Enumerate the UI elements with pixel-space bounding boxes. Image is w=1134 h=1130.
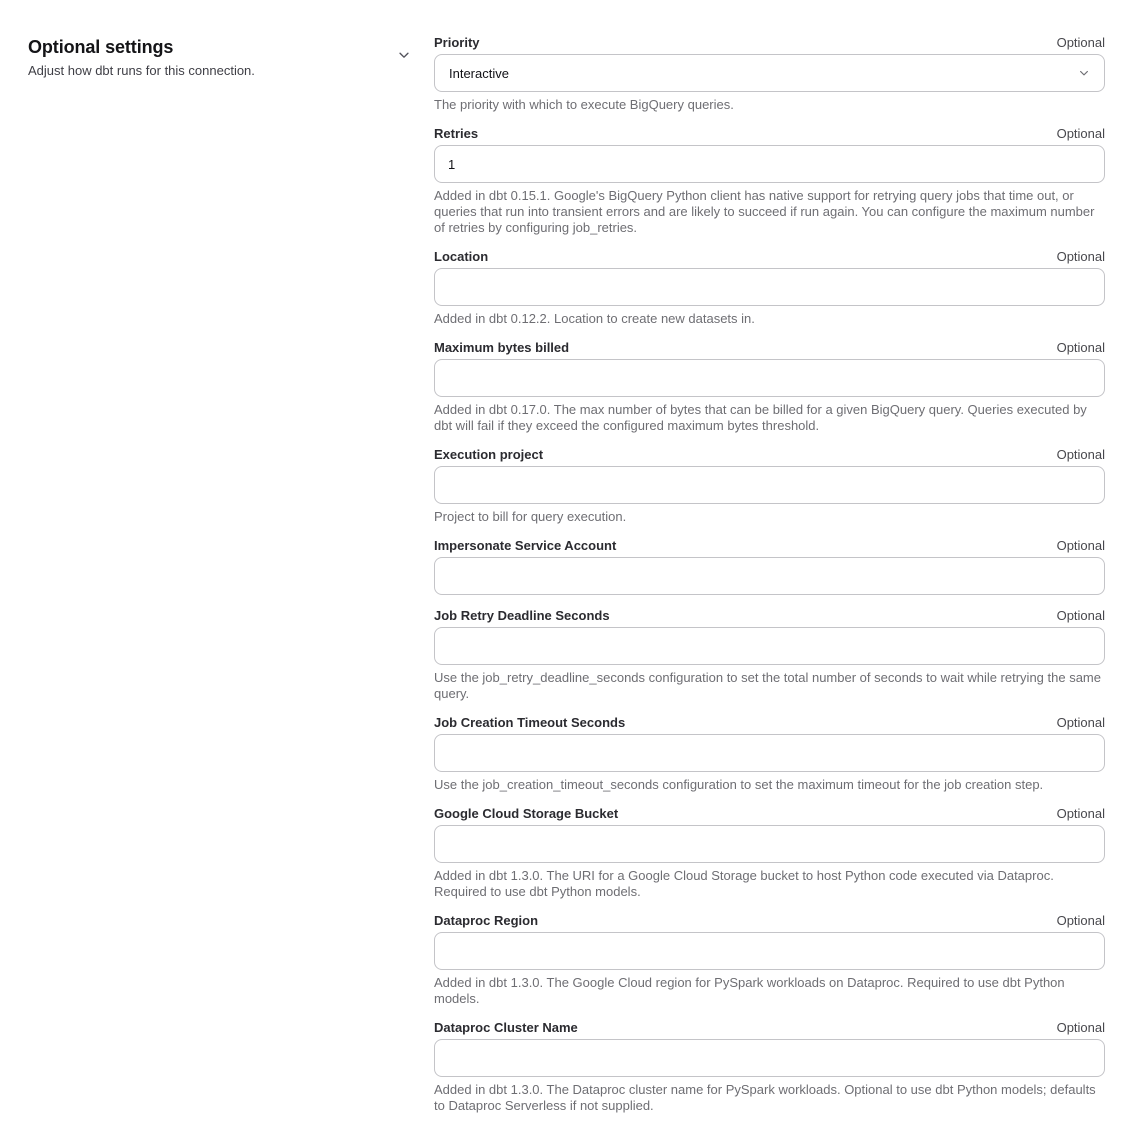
optional-badge: Optional: [1056, 608, 1105, 623]
field-header: [434, 126, 1105, 142]
field-header: [434, 447, 1105, 463]
field-label: Job Retry Deadline Seconds: [434, 608, 610, 623]
field-input[interactable]: [434, 145, 1105, 183]
field-group: [434, 447, 1105, 525]
field-group: [434, 715, 1105, 793]
field-group: [434, 340, 1105, 434]
field-input[interactable]: [434, 466, 1105, 504]
field-input[interactable]: [434, 1039, 1105, 1077]
field-label: Retries: [434, 126, 479, 141]
field-help-text: Added in dbt 0.17.0. The max number of bytes that can be billed for a given BigQuery query. Queries executed by dbt will fail if they exceed the configured maximum bytes threshold.: [434, 402, 1087, 433]
field-header: [434, 806, 1105, 822]
field-help-text: The priority with which to execute BigQuery queries.: [434, 97, 734, 112]
optional-badge: Optional: [1056, 340, 1105, 355]
field-group: [434, 913, 1105, 1007]
field-header: [434, 340, 1105, 356]
field-input[interactable]: [434, 825, 1105, 863]
field-group: [434, 608, 1105, 702]
chevron-down-icon: [1078, 67, 1090, 79]
field-label: Google Cloud Storage Bucket: [434, 806, 619, 821]
field-input[interactable]: [434, 557, 1105, 595]
field-label: Job Creation Timeout Seconds: [434, 715, 626, 730]
field-header: [434, 913, 1105, 929]
select-value: Interactive: [449, 65, 509, 81]
field-input[interactable]: [434, 627, 1105, 665]
optional-badge: Optional: [1056, 249, 1105, 264]
optional-badge: Optional: [1056, 126, 1105, 141]
field-header: [434, 1020, 1105, 1036]
optional-badge: Optional: [1056, 35, 1105, 50]
field-label: Dataproc Region: [434, 913, 539, 928]
field-help-text: Added in dbt 1.3.0. The Google Cloud region for PySpark workloads on Dataproc. Required to use dbt Python models.: [434, 975, 1065, 1006]
field-label: Execution project: [434, 447, 544, 462]
field-help-text: Added in dbt 1.3.0. The URI for a Google Cloud Storage bucket to host Python code executed via Dataproc. Required to use dbt Python models.: [434, 868, 1054, 899]
field-help-text: Project to bill for query execution.: [434, 509, 627, 524]
field-header: [434, 608, 1105, 624]
field-header: [434, 35, 1105, 51]
field-help-text: Added in dbt 1.3.0. The Dataproc cluster name for PySpark workloads. Optional to use dbt Python models; defaults to Dataproc Serverless if not supplied.: [434, 1082, 1096, 1113]
field-label: Location: [434, 249, 489, 264]
optional-badge: Optional: [1056, 538, 1105, 553]
field-group: [434, 35, 1105, 113]
field-input[interactable]: [434, 734, 1105, 772]
form-column: [434, 35, 1105, 1127]
optional-badge: Optional: [1056, 806, 1105, 821]
field-label: Maximum bytes billed: [434, 340, 570, 355]
field-input[interactable]: [434, 359, 1105, 397]
field-header: [434, 715, 1105, 731]
field-group: [434, 538, 1105, 595]
field-input[interactable]: [434, 268, 1105, 306]
optional-badge: Optional: [1056, 715, 1105, 730]
field-select[interactable]: [434, 54, 1105, 92]
field-group: [434, 806, 1105, 900]
field-label: Dataproc Cluster Name: [434, 1020, 578, 1035]
chevron-down-icon: [397, 48, 411, 62]
field-group: [434, 249, 1105, 327]
section-header: [28, 36, 373, 79]
section-title: Optional settings: [28, 37, 174, 57]
optional-badge: Optional: [1056, 447, 1105, 462]
section-collapse-toggle[interactable]: [396, 47, 412, 63]
field-group: [434, 1020, 1105, 1114]
field-input[interactable]: [434, 932, 1105, 970]
field-group: [434, 126, 1105, 236]
field-help-text: Use the job_retry_deadline_seconds configuration to set the total number of seconds to wait while retrying the same query.: [434, 670, 1101, 701]
field-label: Priority: [434, 35, 480, 50]
field-header: [434, 538, 1105, 554]
section-subtitle: Adjust how dbt runs for this connection.: [28, 63, 255, 78]
field-help-text: Added in dbt 0.15.1. Google's BigQuery Python client has native support for retrying query jobs that time out, or queries that run into transient errors and are likely to succeed if run again. You can configure the maximum number of retries by configuring job_retries.: [434, 188, 1095, 235]
optional-badge: Optional: [1056, 913, 1105, 928]
field-label: Impersonate Service Account: [434, 538, 617, 553]
field-header: [434, 249, 1105, 265]
field-help-text: Added in dbt 0.12.2. Location to create new datasets in.: [434, 311, 755, 326]
optional-badge: Optional: [1056, 1020, 1105, 1035]
field-help-text: Use the job_creation_timeout_seconds configuration to set the maximum timeout for the job creation step.: [434, 777, 1044, 792]
